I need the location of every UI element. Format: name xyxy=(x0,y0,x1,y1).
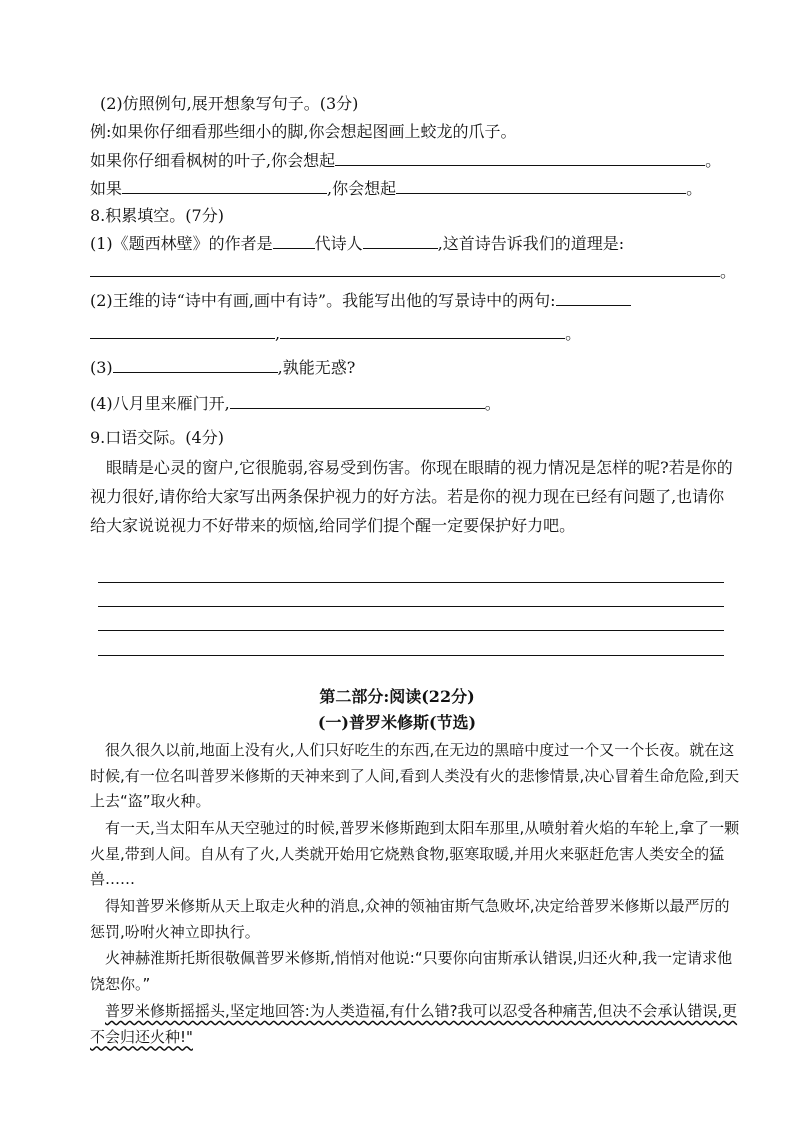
q7-2-title: (2)仿照例句,展开想象写句子。(3分) xyxy=(100,94,359,113)
answer-line[interactable] xyxy=(98,582,724,583)
answer-line[interactable] xyxy=(98,630,724,631)
answer-line[interactable] xyxy=(98,655,724,656)
answer-blank[interactable] xyxy=(230,392,485,409)
answer-blank[interactable] xyxy=(396,177,686,194)
q8-s4-prefix: (4)八月里来雁门开, xyxy=(90,394,230,413)
q8-s2 xyxy=(90,289,631,312)
q8-s1-part3: ,这首诗告诉我们的道理是: xyxy=(437,234,625,253)
q7-2-line2 xyxy=(90,177,702,200)
q9-body: 眼睛是心灵的窗户,它很脆弱,容易受到伤害。你现在眼睛的视力情况是怎样的呢?若是你的视力很好,请你给大家写出两条保护视力的好方法。若是你的视力现在已经有问题了,也请你给大家说说视力不好带来的烦恼,给同学们提个醒一定要保护好力吧。 xyxy=(90,458,733,535)
story-paragraph-5 xyxy=(90,999,740,1050)
q7-2-line1-prefix: 如果你仔细看枫树的叶子,你会想起 xyxy=(90,151,336,170)
story-paragraph-3: 得知普罗米修斯从天上取走火种的消息,众神的领袖宙斯气急败坏,决定给普罗米修斯以最严厉的惩罚,吩咐火神立即执行。 xyxy=(90,897,730,941)
answer-blank[interactable] xyxy=(90,322,275,339)
q8-title: 8.积累填空。(7分) xyxy=(90,206,224,225)
punct: 。 xyxy=(484,394,501,413)
q8-s1-part2: 代诗人 xyxy=(314,234,363,253)
punct: 。 xyxy=(720,262,737,281)
story-paragraph-4: 火神赫淮斯托斯很敬佩普罗米修斯,悄悄对他说:“只要你向宙斯承认错误,归还火种,我一定请求他饶恕你。” xyxy=(90,949,733,993)
q8-s1 xyxy=(90,232,624,255)
q8-s3 xyxy=(90,356,355,379)
story-paragraph-1: 很久很久以前,地面上没有火,人们只好吃生的东西,在无边的黑暗中度过一个又一个长夜。就在这时候,有一位名叫普罗米修斯的天神来到了人间,看到人类没有火的悲惨情景,决心冒着生命危险,到天上去“盗”取火种。 xyxy=(90,741,740,810)
answer-blank[interactable] xyxy=(90,260,720,277)
answer-blank[interactable] xyxy=(122,177,327,194)
q9-title: 9.口语交际。(4分) xyxy=(90,428,224,447)
q8-s2-text: (2)王维的诗“诗中有画,画中有诗”。我能写出他的写景诗中的两句: xyxy=(90,291,556,310)
story-paragraph-2: 有一天,当太阳车从天空驰过的时候,普罗米修斯跑到太阳车那里,从喷射着火焰的车轮上,拿了一颗火星,带到人间。自从有了火,人类就开始用它烧熟食物,驱寒取暖,并用火来驱赶危害人类安全的猛兽…… xyxy=(90,819,740,888)
q8-s1-answer-line xyxy=(90,260,736,283)
answer-blank[interactable] xyxy=(280,322,565,339)
q8-s3-prefix: (3) xyxy=(90,358,113,377)
answer-blank[interactable] xyxy=(113,356,278,373)
answer-blank[interactable] xyxy=(363,232,438,249)
q8-s4 xyxy=(90,392,501,415)
answer-blank[interactable] xyxy=(556,289,631,306)
answer-line[interactable] xyxy=(98,606,724,607)
underlined-quote: 普罗米修斯摇摇头,坚定地回答:为人类造福,有什么错?我可以忍受各种痛苦,但决不会承认错误,更不会归还火种!" xyxy=(90,1002,738,1046)
answer-blank[interactable] xyxy=(335,149,705,166)
punct: 。 xyxy=(705,151,722,170)
q8-s3-suffix: ,孰能无惑? xyxy=(277,358,356,377)
q8-s2-answer-line xyxy=(90,322,581,345)
punct: 。 xyxy=(565,324,582,343)
punct: , xyxy=(275,324,281,343)
punct: 。 xyxy=(686,179,703,198)
q7-2-example: 例:如果你仔细看那些细小的脚,你会想起图画上蛟龙的爪子。 xyxy=(90,122,517,141)
q8-s1-part1: (1)《题西林壁》的作者是 xyxy=(90,234,273,253)
q7-2-line1 xyxy=(90,149,721,172)
q7-2-line2-part1: 如果 xyxy=(90,179,123,198)
part2-heading: 第二部分:阅读(22分) xyxy=(319,687,475,706)
answer-blank[interactable] xyxy=(273,232,315,249)
part2-subheading: (一)普罗米修斯(节选) xyxy=(317,713,477,732)
q7-2-line2-part2: ,你会想起 xyxy=(327,179,397,198)
